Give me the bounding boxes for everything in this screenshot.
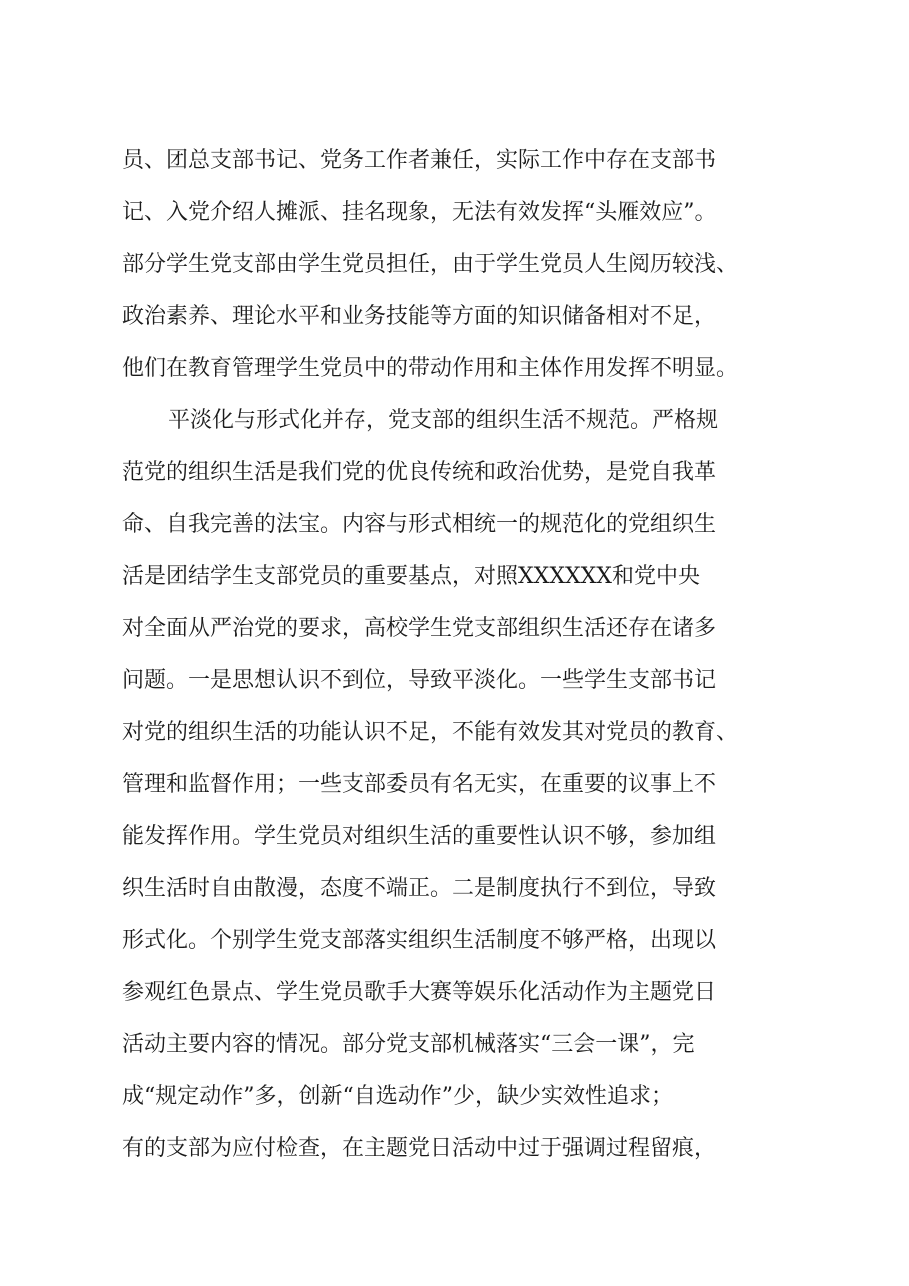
text-line: 对全面从严治党的要求，高校学生党支部组织生活还存在诸多: [122, 616, 717, 641]
text-line: 员、团总支部书记、党务工作者兼任，实际工作中存在支部书: [122, 148, 717, 173]
text-line: 命、自我完善的法宝。内容与形式相统一的规范化的党组织生: [122, 512, 717, 537]
text-line: 范党的组织生活是我们党的优良传统和政治优势，是党自我革: [122, 460, 717, 485]
text-line: 部分学生党支部由学生党员担任，由于学生党员人生阅历较浅、: [122, 252, 739, 277]
text-line: 有的支部为应付检查，在主题党日活动中过于强调过程留痕，: [122, 1136, 717, 1161]
text-line: 成“规定动作”多，创新“自选动作”少，缺少实效性追求；: [122, 1084, 673, 1109]
body-text: [122, 135, 812, 1175]
text-line: 政治素养、理论水平和业务技能等方面的知识储备相对不足，: [122, 304, 717, 329]
text-line: 问题。一是思想认识不到位，导致平淡化。一些学生支部书记: [122, 668, 717, 693]
text-line: 管理和监督作用；一些支部委员有名无实，在重要的议事上不: [122, 772, 717, 797]
text-line: 能发挥作用。学生党员对组织生活的重要性认识不够，参加组: [122, 824, 717, 849]
text-line: 形式化。个别学生党支部落实组织生活制度不够严格，出现以: [122, 928, 717, 953]
text-line: 参观红色景点、学生党员歌手大赛等娱乐化活动作为主题党日: [122, 980, 717, 1005]
text-line: 活是团结学生支部党员的重要基点，对照XXXXXX和党中央: [122, 564, 700, 589]
text-line: 记、入党介绍人摊派、挂名现象，无法有效发挥“头雁效应”。: [122, 200, 717, 225]
paragraph-start-line: 平淡化与形式化并存，党支部的组织生活不规范。严格规: [168, 408, 719, 433]
text-line: 对党的组织生活的功能认识不足，不能有效发其对党员的教育、: [122, 720, 739, 745]
text-line: 织生活时自由散漫，态度不端正。二是制度执行不到位，导致: [122, 876, 717, 901]
text-line: 活动主要内容的情况。部分党支部机械落实“三会一课”，完: [122, 1032, 695, 1057]
text-line: 他们在教育管理学生党员中的带动作用和主体作用发挥不明显。: [122, 356, 739, 381]
